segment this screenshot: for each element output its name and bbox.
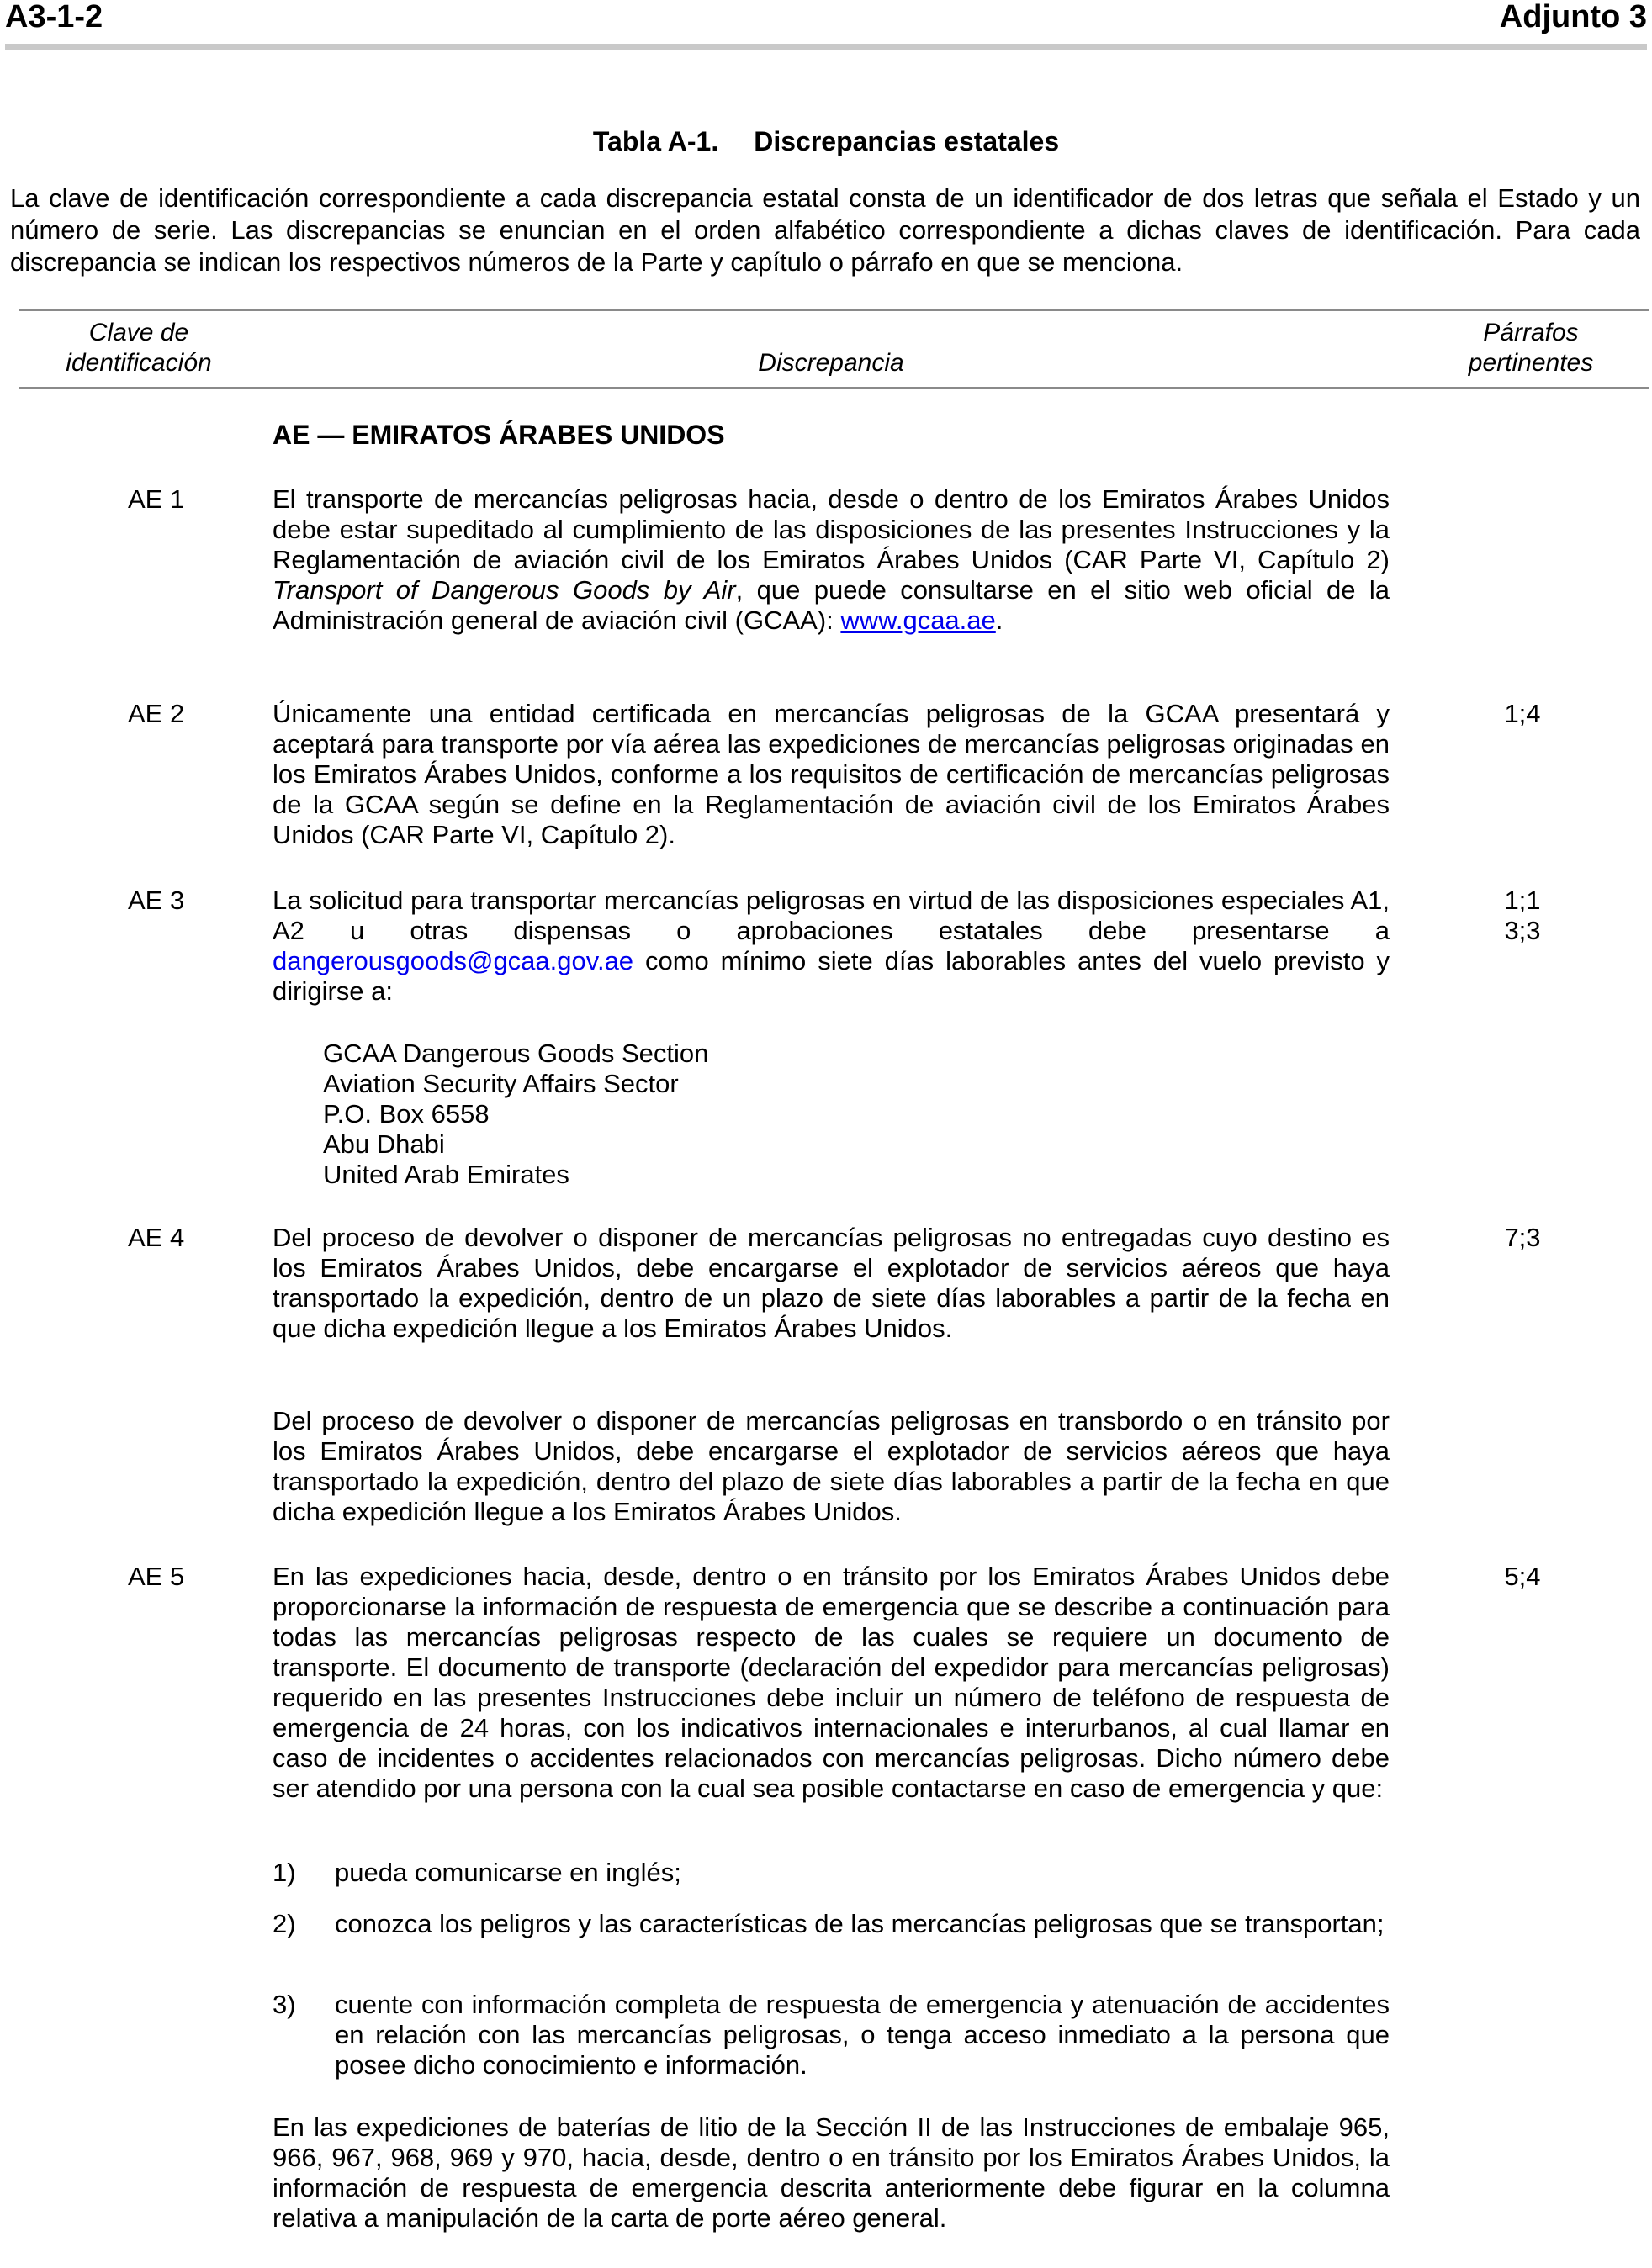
list-item: [273, 1909, 1390, 1939]
list-item-number: 1): [273, 1858, 296, 1887]
paragraph-ref: 5;4: [1504, 1562, 1541, 1591]
column-header-id-line2: identificación: [66, 349, 212, 377]
list-item: [273, 1858, 1390, 1888]
intro-paragraph: La clave de identificación correspondiente a cada discrepancia estatal consta de un identificador de dos letras que señala el Estado y un número de serie. Las discrepancias se enuncian en el orden alfabético correspondiente a dichas claves de identificación. Para cada discrepancia se indican los respectivos números de la Parte y capítulo o párrafo en que se menciona.: [10, 183, 1640, 277]
address-line: P.O. Box 6558: [323, 1099, 490, 1129]
entry-text-ae2: Únicamente una entidad certificada en mercancías peligrosas de la GCAA presentará y aceptará para transporte por vía aérea las expediciones de mercancías peligrosas originadas en los Emiratos Árabes Unidos, conforme a los requisitos de certificación de mercancías peligrosas de la GCAA según se define en la Reglamentación de aviación civil de los Emiratos Árabes Unidos (CAR Parte VI, Capítulo 2).: [273, 699, 1390, 849]
table-number: Tabla A-1.: [592, 126, 719, 156]
column-header-discrepancy: Discrepancia: [758, 349, 904, 377]
gcaa-website-link[interactable]: www.gcaa.ae: [840, 605, 996, 635]
column-header-paragraphs-line1: Párrafos: [1483, 319, 1579, 346]
column-header-id: [25, 318, 252, 378]
paragraph-ref: 3;3: [1504, 916, 1541, 945]
entry-text-ae1-title: Transport of Dangerous Goods by Air: [273, 575, 736, 605]
entry-paragraphs-ae4: [1396, 1223, 1649, 1253]
gcaa-email-link[interactable]: dangerousgoods@gcaa.gov.ae: [273, 946, 634, 975]
address-line: Aviation Security Affairs Sector: [323, 1069, 679, 1098]
list-item-text: pueda comunicarse en inglés;: [335, 1858, 681, 1887]
attachment-label: Adjunto 3: [1499, 0, 1647, 34]
list-item: [273, 1990, 1390, 2080]
list-item-number: 2): [273, 1909, 296, 1938]
header-rule: [5, 44, 1647, 50]
column-header-paragraphs-line2: pertinentes: [1468, 349, 1594, 377]
entry-text-ae5-p2: En las expediciones de baterías de litio de la Sección II de las Instrucciones de embalaje 965, 966, 967, 968, 969 y 970, hacia, desde, dentro o en tránsito por los Emiratos Árabes Unidos, la información de respuesta de emergencia descrita anteriormente debe figurar en la columna relativa a manipulación de la carta de porte aéreo general.: [273, 2112, 1390, 2233]
entry-paragraphs-ae5: [1396, 1562, 1649, 1592]
entry-text-ae4-p2: Del proceso de devolver o disponer de mercancías peligrosas en transbordo o en tránsito por los Emiratos Árabes Unidos, debe encargarse el explotador de servicios aéreos que haya transportado la expedición, dentro del plazo de siete días laborables a partir de la fecha en que dicha expedición llegue a los Emiratos Árabes Unidos.: [273, 1406, 1390, 1526]
entry-text-ae4-p1: Del proceso de devolver o disponer de mercancías peligrosas no entregadas cuyo destino es los Emiratos Árabes Unidos, debe encargarse el explotador de servicios aéreos que haya transportado la expedición, dentro de un plazo de siete días laborables a partir de la fecha en que dicha expedición llegue a los Emiratos Árabes Unidos.: [273, 1223, 1390, 1343]
table-title: [0, 124, 1652, 158]
entry-id-ae2: AE 2: [128, 699, 185, 728]
column-header-paragraphs: [1413, 318, 1649, 378]
column-header-id-line1: Clave de: [88, 319, 189, 346]
entry-paragraphs-ae3: [1396, 886, 1649, 946]
entry-paragraphs-ae2: [1396, 699, 1649, 729]
address-line: GCAA Dangerous Goods Section: [323, 1039, 709, 1068]
entry-text-ae1: El transporte de mercancías peligrosas hacia, desde o dentro de los Emiratos Árabes Unidos debe estar supeditado al cumplimiento de las disposiciones de las presentes Instrucciones y la Reglamentación de aviación civil de los Emiratos Árabes Unidos (CAR Parte VI, Capítulo 2) Transport of Dangerous Goods by Air, que puede consultarse en el sitio web oficial de la Administración general de aviación civil (GCAA): www.gcaa.ae.: [273, 484, 1390, 635]
entry-id-ae1: AE 1: [128, 484, 185, 514]
paragraph-ref: 7;3: [1504, 1223, 1541, 1252]
table-header-rule: [19, 387, 1649, 389]
entry-text-ae3: La solicitud para transportar mercancías peligrosas en virtud de las disposiciones especiales A1, A2 u otras dispensas o aprobaciones estatales debe presentarse a dangerousgoods@gcaa.gov.ae como mínimo siete días laborables antes del vuelo previsto y dirigirse a:: [273, 886, 1390, 1006]
address-line: Abu Dhabi: [323, 1129, 445, 1159]
table-top-rule: [19, 309, 1649, 311]
entry-id-ae5: AE 5: [128, 1562, 185, 1591]
list-item-text: conozca los peligros y las características de las mercancías peligrosas que se transportan;: [335, 1909, 1385, 1938]
paragraph-ref: 1;1: [1504, 886, 1541, 915]
entry-text-ae5-p1: En las expediciones hacia, desde, dentro o en tránsito por los Emiratos Árabes Unidos debe proporcionarse la información de respuesta de emergencia que se describe a continuación para todas las mercancías peligrosas respecto de las cuales se requiere un documento de transporte. El documento de transporte (declaración del expedidor para mercancías peligrosas) requerido en las presentes Instrucciones debe incluir un número de teléfono de respuesta de emergencia de 24 horas, con los indicativos internacionales e interurbanos, al cual llamar en caso de incidentes o accidentes relacionados con mercancías peligrosas. Dicho número debe ser atendido por una persona con la cual sea posible contactarse en caso de emergencia y que:: [273, 1562, 1390, 1803]
gcaa-address: [323, 1039, 708, 1190]
section-title: AE — EMIRATOS ÁRABES UNIDOS: [273, 420, 725, 450]
address-line: United Arab Emirates: [323, 1160, 569, 1189]
list-item-number: 3): [273, 1990, 296, 2019]
page-header: [5, 0, 1647, 49]
list-item-text: cuente con información completa de respuesta de emergencia y atenuación de accidentes en relación con las mercancías peligrosas, o tenga acceso inmediato a la persona que posee dicho conocimiento e información.: [335, 1990, 1390, 2080]
table-name: Discrepancias estatales: [754, 126, 1060, 156]
entry-id-ae4: AE 4: [128, 1223, 185, 1252]
page-number: A3-1-2: [5, 0, 103, 34]
paragraph-ref: 1;4: [1504, 699, 1541, 728]
entry-id-ae3: AE 3: [128, 886, 185, 915]
